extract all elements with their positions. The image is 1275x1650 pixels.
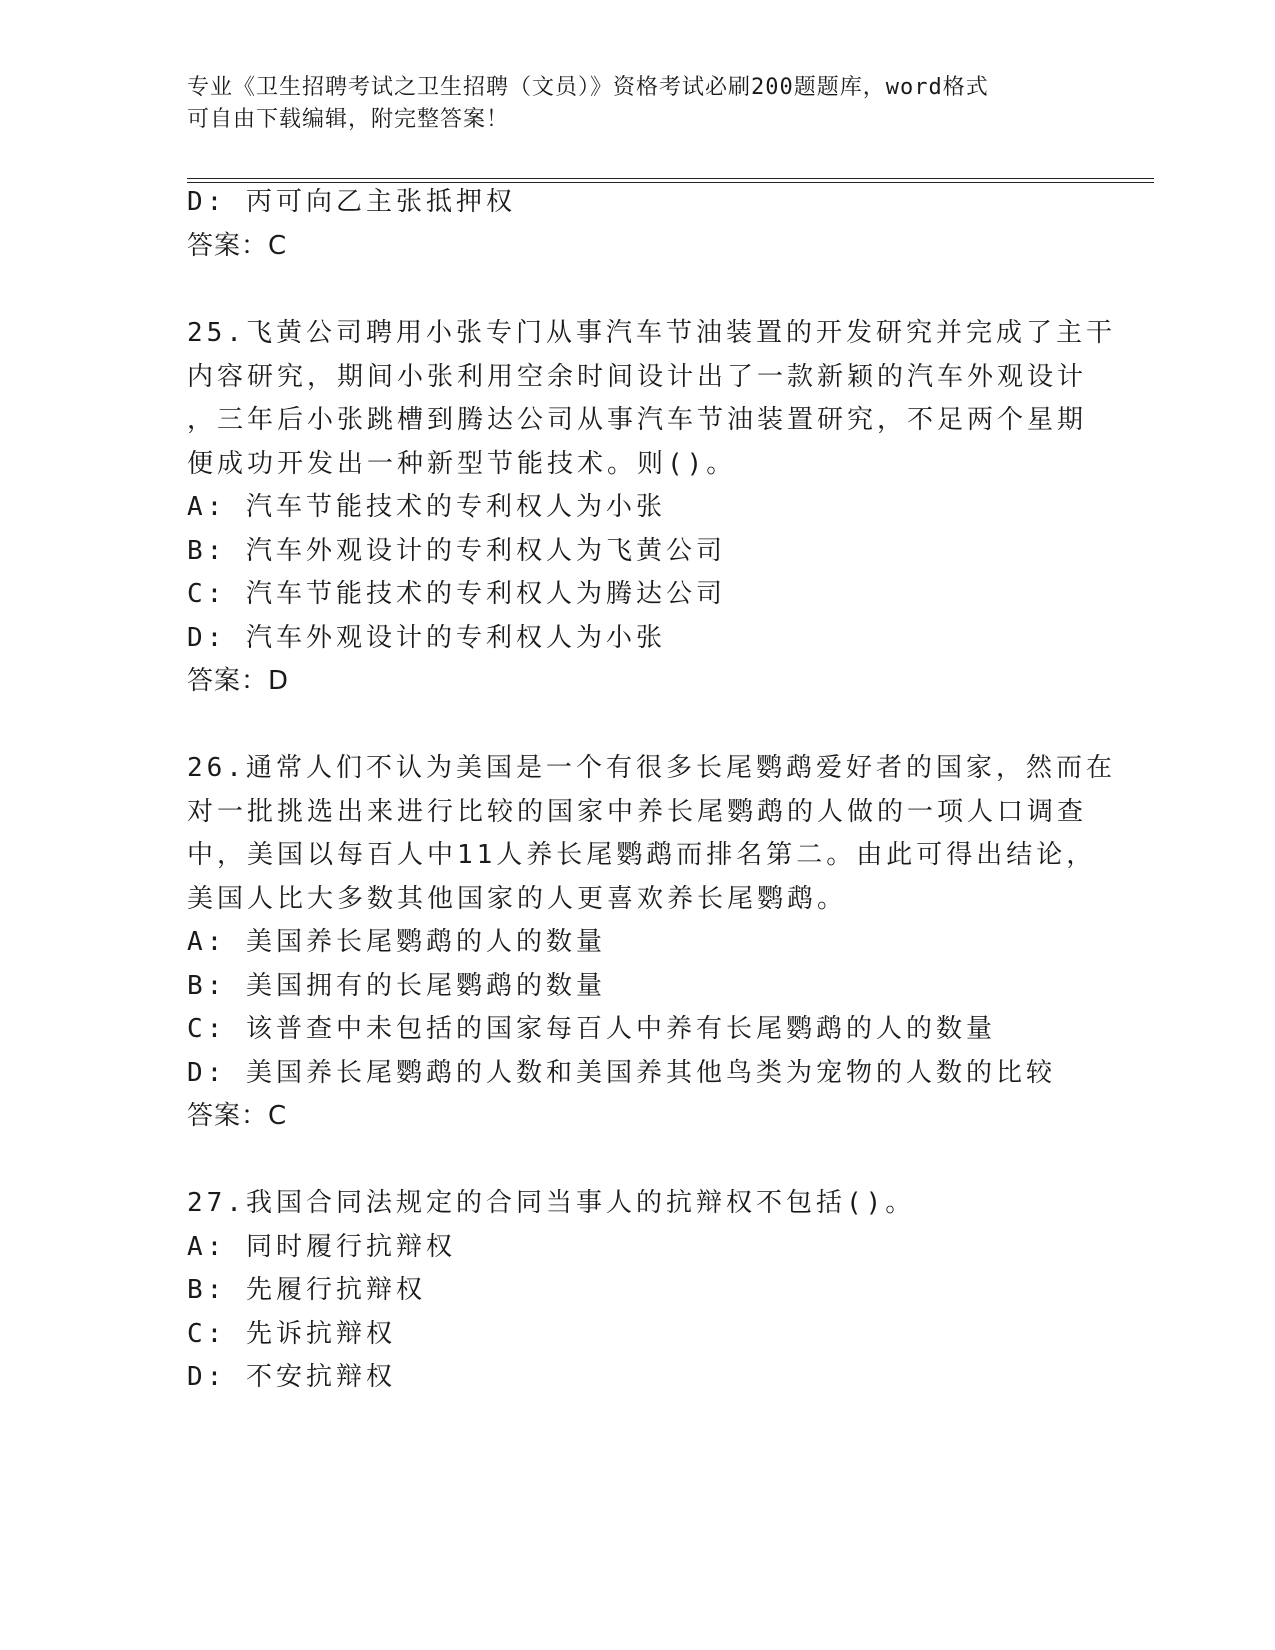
q25-stem-line-3: ，三年后小张跳槽到腾达公司从事汽车节油装置研究，不足两个星期 xyxy=(187,405,1088,435)
q25-option-d: D: 汽车外观设计的专利权人为小张 xyxy=(187,623,666,653)
q26-stem-line-3: 中，美国以每百人中11人养长尾鹦鹉而排名第二。由此可得出结论， xyxy=(187,840,1097,870)
q26-option-a: A: 美国养长尾鹦鹉的人的数量 xyxy=(187,927,606,957)
document-header xyxy=(187,72,1087,136)
q26-stem-line-1: 26.通常人们不认为美国是一个有很多长尾鹦鹉爱好者的国家，然而在 xyxy=(187,753,1116,783)
q26-answer: 答案：C xyxy=(187,1101,288,1131)
q26-option-b: B: 美国拥有的长尾鹦鹉的数量 xyxy=(187,971,606,1001)
q25-option-c: C: 汽车节能技术的专利权人为腾达公司 xyxy=(187,579,726,609)
prev-answer: 答案：C xyxy=(187,231,288,261)
q26-stem-line-2: 对一批挑选出来进行比较的国家中养长尾鹦鹉的人做的一项人口调查 xyxy=(187,797,1088,827)
q25-stem-line-1: 25.飞黄公司聘用小张专门从事汽车节油装置的开发研究并完成了主干 xyxy=(187,318,1116,348)
q27-option-c: C: 先诉抗辩权 xyxy=(187,1319,396,1349)
q27-option-d: D: 不安抗辩权 xyxy=(187,1362,396,1392)
header-line-2: 可自由下载编辑，附完整答案！ xyxy=(187,107,510,132)
q27-option-a: A: 同时履行抗辩权 xyxy=(187,1232,456,1262)
header-divider-top xyxy=(187,178,1154,179)
header-divider-bottom xyxy=(187,182,1154,183)
q25-stem-line-2: 内容研究，期间小张利用空余时间设计出了一款新颖的汽车外观设计 xyxy=(187,362,1088,392)
prev-option-d: D: 丙可向乙主张抵押权 xyxy=(187,187,516,217)
q27-stem-line-1: 27.我国合同法规定的合同当事人的抗辩权不包括()。 xyxy=(187,1188,916,1218)
q26-stem-line-4: 美国人比大多数其他国家的人更喜欢养长尾鹦鹉。 xyxy=(187,884,848,914)
q26-option-d: D: 美国养长尾鹦鹉的人数和美国养其他鸟类为宠物的人数的比较 xyxy=(187,1058,1056,1088)
q25-answer: 答案：D xyxy=(187,666,290,696)
header-line-1: 专业《卫生招聘考试之卫生招聘（文员）》资格考试必刷200题题库，word格式 xyxy=(187,75,989,100)
q25-stem-line-4: 便成功开发出一种新型节能技术。则()。 xyxy=(187,449,737,479)
q26-option-c: C: 该普查中未包括的国家每百人中养有长尾鹦鹉的人的数量 xyxy=(187,1014,996,1044)
q25-option-a: A: 汽车节能技术的专利权人为小张 xyxy=(187,492,666,522)
q27-option-b: B: 先履行抗辩权 xyxy=(187,1275,426,1305)
q25-option-b: B: 汽车外观设计的专利权人为飞黄公司 xyxy=(187,536,726,566)
